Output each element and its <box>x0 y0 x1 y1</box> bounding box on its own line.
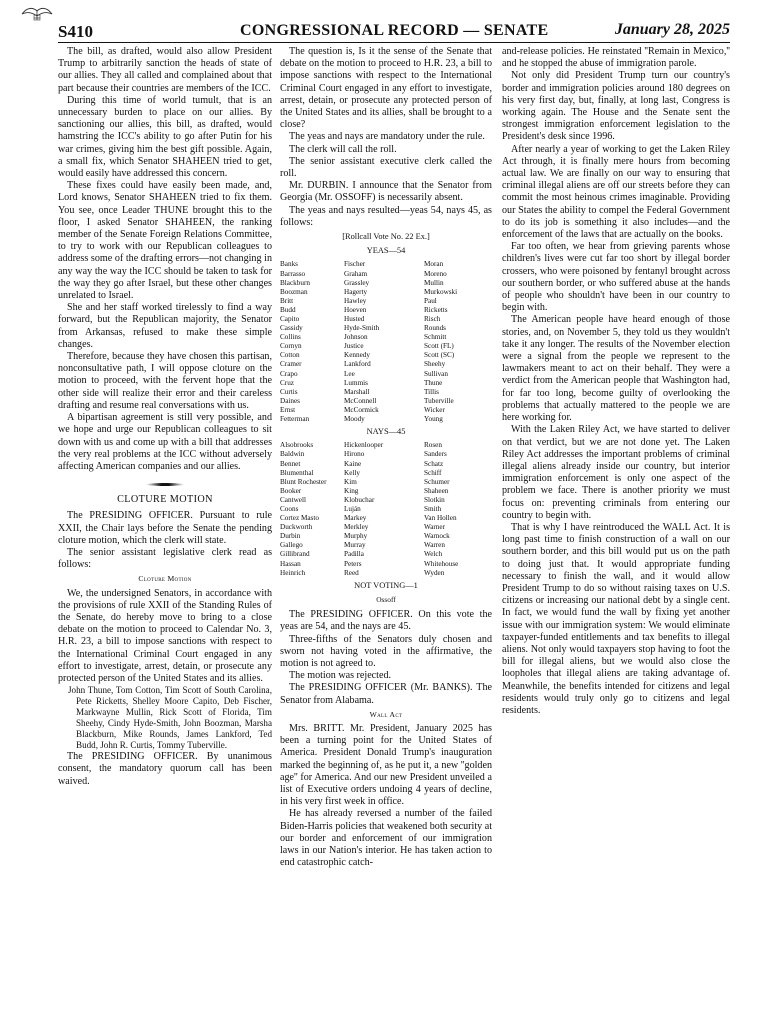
senator-name: Moody <box>344 415 365 424</box>
senator-name: Duckworth <box>280 523 313 532</box>
paragraph: During this time of world tumult, that is an unnecessary burden to place on our allies. By sanctioning our allies, this bill, as drafted, would hamstring the ICC's ability to go after Putin for his war crimes, giving him the best gift possible. Again, a small fix, which Senator SHAHEEN tried to get, would easily have addressed this concern. <box>58 94 272 180</box>
senator-name: Crapo <box>280 369 298 378</box>
subheading: Wall Act <box>369 709 403 719</box>
senator-name: Capito <box>280 315 300 324</box>
paragraph: The PRESIDING OFFICER. By unanimous consent, the mandatory quorum call has been waived. <box>58 751 272 787</box>
paragraph: That is why I have reintroduced the WALL Act. It is long past time to finish construction of a wall on our southern border, and this bill would put us on the path to doing just that. It would appropriate funding necessary to finish the wall, and it would allow President Trump to do so without raising taxes on U.S. citizens or increasing our national debt by a single cent. In fact, we would fund the wall by fixing yet another issue with our immigration system: We would eliminate taxpayer-funded entitlements and tax benefits to illegal aliens. Not only would taxpayers stop having to foot the bill for illegal aliens, but we would also close the loopholes that illegal aliens are taking advantage of. Meanwhile, the benefits intended for citizens and legal residents would truly only go to citizens and legal residents. <box>502 521 730 716</box>
rollcall-label: [Rollcall Vote No. 22 Ex.] <box>342 232 430 242</box>
yeas-column <box>280 260 344 424</box>
nays-list <box>280 441 492 577</box>
column-1 <box>58 46 272 788</box>
paragraph: The PRESIDING OFFICER. On this vote the yeas are 54, and the nays are 45. <box>280 609 492 633</box>
senator-name: Fischer <box>344 260 366 269</box>
senator-name: Young <box>424 415 443 424</box>
paragraph: The PRESIDING OFFICER (Mr. BANKS). The Senator from Alabama. <box>280 682 492 706</box>
senator-name: Lankford <box>344 360 371 369</box>
column-2 <box>280 46 492 869</box>
paragraph: The yeas and nays resulted—yeas 54, nays 45, as follows: <box>280 204 492 228</box>
senator-name: Peters <box>344 559 362 568</box>
senator-name: Heinrich <box>280 568 306 577</box>
senator-name: Bennet <box>280 459 301 468</box>
nays-column <box>424 441 490 577</box>
senator-name: Hawley <box>344 296 367 305</box>
senator-name: Ricketts <box>424 305 448 314</box>
senator-name: Sullivan <box>424 369 448 378</box>
senator-name: Fetterman <box>280 415 310 424</box>
senator-name: Sanders <box>424 450 447 459</box>
header-rule <box>58 42 730 43</box>
nays-heading: NAYS—45 <box>366 427 406 437</box>
senator-name: Schiff <box>424 468 442 477</box>
paragraph: Mrs. BRITT. Mr. President, January 2025 has been a turning point for the United States of America. President Donald Trump's inauguration marked the beginning of, as he put it, a new ''golden age'' for America. And our new President unveiled a list of Executive orders undoing 4 years of decline, in his very first week in office. <box>280 722 492 808</box>
senator-name: Murkowski <box>424 287 458 296</box>
senator-name: Luján <box>344 505 361 513</box>
senator-name: Alsobrooks <box>280 441 314 450</box>
yeas-column <box>344 260 424 424</box>
paragraph: These fixes could have easily been made, and, Lord knows, Senator SHAHEEN tried to fix them. You see, once Leader THUNE brought this to the floor, I asked Senator SHAHEEN, the ranking member of the Senate Foreign Relations Committee, to try to work with our Republican colleagues to address some of the drafting errors—not changing in any way the way the ICC should be taken to task for the way they go after Israel, but these other changes unrelated to Israel. <box>58 180 272 302</box>
yeas-list <box>280 260 492 424</box>
senator-name: Smith <box>424 505 442 513</box>
senator-name: Coons <box>280 505 299 513</box>
signers-list: John Thune, Tom Cotton, Tim Scott of South Carolina, Pete Ricketts, Shelley Moore Capito, Deb Fischer, Markwayne Mullin, Rick Scott of Florida, Tim Sheehy, Cindy Hyde-Smith, John Boozman, Marsha Blackburn, Mike Rounds, James Lankford, Ted Budd, John R. Curtis, Tommy Tuberville. <box>68 685 272 751</box>
senator-name: Budd <box>280 305 296 314</box>
not-voting-name: Ossoff <box>376 594 396 604</box>
senator-name: Hickenlooper <box>344 441 384 450</box>
column-3 <box>502 46 730 717</box>
senator-name: Warner <box>424 523 445 532</box>
publication-date: January 28, 2025 <box>614 21 730 38</box>
senator-name: Husted <box>344 315 365 324</box>
senator-name: Reed <box>344 568 359 577</box>
senator-name: Lummis <box>344 378 368 387</box>
senator-name: Thune <box>424 378 443 387</box>
senator-name: Blumenthal <box>280 468 314 477</box>
senator-name: Hassan <box>280 559 301 568</box>
not-voting-heading: NOT VOTING—1 <box>354 580 418 590</box>
senator-name: Booker <box>280 486 302 495</box>
senator-name: Gallego <box>280 541 303 550</box>
senator-name: Schatz <box>424 459 444 468</box>
senator-name: Grassley <box>344 278 370 287</box>
nays-column <box>280 441 344 577</box>
senator-name: Durbin <box>280 532 301 541</box>
senator-name: Scott (SC) <box>424 351 455 360</box>
senator-name: Cruz <box>280 378 294 387</box>
senator-name: Hoeven <box>344 305 367 314</box>
senator-name: Klobuchar <box>344 495 375 504</box>
paragraph: Not only did President Trump turn our country's border and immigration policies around 180 degrees on his very first day, but, finally, at long last, Congress is working again. The House and the Senate sent the strongest immigration enforcement legislation to the President's desk since 1996. <box>502 70 730 143</box>
senator-name: Lee <box>344 369 355 378</box>
senator-name: Daines <box>280 396 300 405</box>
senator-name: Blackburn <box>280 278 310 287</box>
section-divider <box>146 483 184 486</box>
senator-name: Gillibrand <box>280 550 310 559</box>
senator-name: Hagerty <box>344 287 368 296</box>
senator-name: Warren <box>424 541 445 550</box>
senator-name: Schumer <box>424 477 450 486</box>
senator-name: Kaine <box>344 459 362 468</box>
senator-name: Curtis <box>280 387 298 396</box>
senator-name: Marshall <box>344 387 370 396</box>
senator-name: Murphy <box>344 532 368 541</box>
senator-name: Cotton <box>280 351 300 360</box>
senator-name: Whitehouse <box>424 559 459 568</box>
senator-name: Boozman <box>280 287 308 296</box>
senator-name: Van Hollen <box>424 514 457 523</box>
senator-name: Sheehy <box>424 360 446 369</box>
senator-name: Collins <box>280 333 301 342</box>
senator-name: Justice <box>344 342 364 351</box>
senator-name: Kennedy <box>344 351 370 360</box>
senator-name: Kim <box>344 477 357 486</box>
paragraph: The senior assistant legislative clerk read as follows: <box>58 546 272 571</box>
yeas-column <box>424 260 490 424</box>
yeas-heading: YEAS—54 <box>366 246 406 256</box>
paragraph: The American people have heard enough of those stories, and, on November 5, they told us they wouldn't take it any longer. The results of the November election were a signal from the people we represent to the lawmakers meant to act on their behalf. They were a verdict from the American people that Washington had, for far too long, become guilty of overlooking the problems that actually mattered to the people we are here working for. <box>502 314 730 424</box>
paragraph: and-release policies. He reinstated ''Remain in Mexico,'' and he stopped the abuse of immigration parole. <box>502 46 730 70</box>
senator-name: Risch <box>424 315 441 324</box>
senator-name: Cassidy <box>280 324 303 333</box>
paragraph: The senior assistant executive clerk called the roll. <box>280 155 492 180</box>
paragraph: Therefore, because they have chosen this partisan, nonconsultative path, I will oppose cloture on the motion to proceed, with the fervent hope that the other side will realize their error and their careless drafting and resume real conversations with us. <box>58 351 272 411</box>
paragraph: We, the undersigned Senators, in accordance with the provisions of rule XXII of the Standing Rules of the Senate, do hereby move to bring to a close debate on the motion to proceed to Calendar No. 3, H.R. 23, a bill to impose sanctions with respect to the International Criminal Court engaged in any effort to investigate, arrest, detain, or prosecute any protected person of the United States and its allies. <box>58 587 272 684</box>
paragraph: With the Laken Riley Act, we have started to deliver on that verdict, but we are not done yet. The Laken Riley Act addresses the important problems of criminal illegal aliens already inside our country, but interior immigration enforcement is only one aspect of the problem we face. There is another priority we must focus on: preventing criminals from entering our country to begin with. <box>502 424 730 521</box>
senator-name: Shaheen <box>424 486 449 495</box>
paragraph: The PRESIDING OFFICER. Pursuant to rule XXII, the Chair lays before the Senate the pending cloture motion, which the clerk will state. <box>58 510 272 546</box>
paragraph: The motion was rejected. <box>289 670 392 682</box>
senator-name: Cramer <box>280 360 302 369</box>
senator-name: Cantwell <box>280 495 306 504</box>
paragraph: He has already reversed a number of the failed Biden-Harris policies that weakened both security at our border and enforcement of our immigration laws in our Nation's interior. He has taken action to end catastrophic catch- <box>280 808 492 869</box>
paragraph: The bill, as drafted, would also allow President Trump to arbitrarily sanction the heads of state of our allies. They all called and complained about that part because their countries are members of the ICC. <box>58 46 272 94</box>
paragraph: The yeas and nays are mandatory under the rule. <box>289 131 485 143</box>
senator-name: Welch <box>424 550 443 559</box>
senator-name: Rounds <box>424 324 446 333</box>
senator-name: Warnock <box>424 532 450 541</box>
paragraph: She and her staff worked tirelessly to find a way forward, but the Republican majority, the Senator from Arkansas, refused to make these simple changes. <box>58 302 272 350</box>
senator-name: Rosen <box>424 441 442 450</box>
senator-name: Kelly <box>344 468 360 477</box>
senator-name: Cornyn <box>280 342 302 351</box>
paragraph: Three-fifths of the Senators duly chosen and sworn not having voted in the affirmative, the motion is not agreed to. <box>280 633 492 669</box>
senator-name: McConnell <box>344 396 377 405</box>
senator-name: Tillis <box>424 387 439 396</box>
senator-name: Blunt Rochester <box>280 477 327 486</box>
nays-column <box>344 441 424 577</box>
senator-name: Murray <box>344 541 366 550</box>
senator-name: Markey <box>344 514 367 523</box>
subheading: Cloture Motion <box>138 574 192 584</box>
senator-name: Wicker <box>424 405 445 414</box>
senator-name: McCormick <box>344 405 379 414</box>
senator-name: Baldwin <box>280 450 305 459</box>
paragraph: The question is, Is it the sense of the Senate that debate on the motion to proceed to H.R. 23, a bill to impose sanctions with respect to the International Criminal Court engaged in any effort to investigate, arrest, detain, or prosecute any protected person of the United States and its allies, shall be brought to a close? <box>280 46 492 131</box>
eagle-emblem-icon <box>20 2 54 22</box>
senator-name: Barrasso <box>280 269 306 278</box>
senator-name: Banks <box>280 260 298 269</box>
senator-name: Scott (FL) <box>424 342 454 351</box>
page-number: S410 <box>58 22 93 41</box>
paragraph: A bipartisan agreement is still very possible, and we hope and urge our Republican colleagues to sit down with us and come up with a bill that addresses the very real problems at the ICC without adversely affecting American companies and our allies. <box>58 412 272 472</box>
senator-name: Schmitt <box>424 333 447 342</box>
senator-name: Moreno <box>424 269 447 278</box>
senator-name: Slotkin <box>424 495 445 504</box>
senator-name: Merkley <box>344 523 369 532</box>
senator-name: Britt <box>280 296 294 305</box>
senator-name: Wyden <box>424 568 445 577</box>
senator-name: Graham <box>344 269 368 278</box>
senator-name: Tuberville <box>424 396 454 405</box>
paragraph: Far too often, we hear from grieving parents whose children's lives were cut far too short by illegal border crossers, who were poisoned by fentanyl brought across our southern border, or who suffered abuse at the hands of people who shouldn't have been in our country to begin with. <box>502 241 730 314</box>
senator-name: Mullin <box>424 278 444 287</box>
senator-name: Cortez Masto <box>280 514 319 523</box>
paragraph: Mr. DURBIN. I announce that the Senator from Georgia (Mr. OSSOFF) is necessarily absent. <box>280 180 492 204</box>
senator-name: Hirono <box>344 450 365 459</box>
senator-name: Moran <box>424 260 444 269</box>
senator-name: Ernst <box>280 405 296 414</box>
section-heading: CLOTURE MOTION <box>117 494 213 506</box>
senator-name: Paul <box>424 296 437 305</box>
senator-name: Hyde-Smith <box>344 324 380 333</box>
senator-name: Padilla <box>344 550 364 559</box>
senator-name: King <box>344 486 359 495</box>
paragraph: The clerk will call the roll. <box>289 143 397 155</box>
paragraph: After nearly a year of working to get the Laken Riley Act through, it is finally mere hours from becoming actual law. We are finally on our way to ensuring that criminal illegal aliens are off our streets before they can commit the most heinous crimes imaginable. Providing our States the ability to compel the Federal Government to do its job is something it also includes—and the enforcement of the laws that are actually on the books. <box>502 143 730 241</box>
publication-title: CONGRESSIONAL RECORD — SENATE <box>240 22 549 39</box>
senator-name: Johnson <box>344 333 368 342</box>
